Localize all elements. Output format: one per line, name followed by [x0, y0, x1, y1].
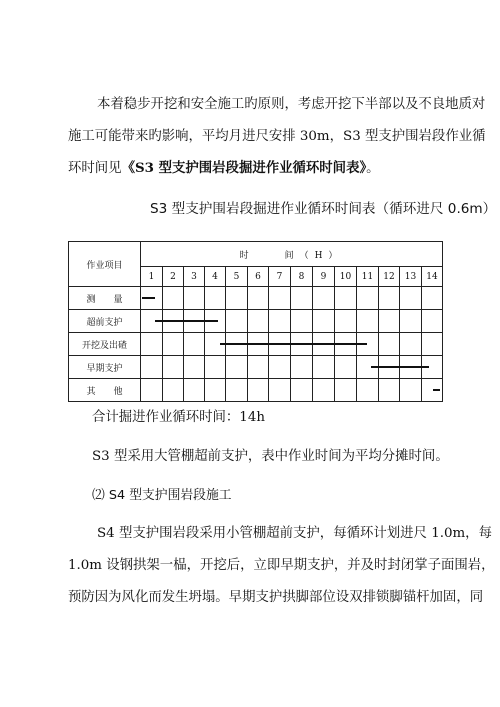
- header-item: 作业项目: [69, 242, 141, 287]
- task-name: 其 他: [69, 379, 141, 402]
- time-cell: [205, 379, 226, 402]
- time-cell: [400, 287, 422, 310]
- time-cell: [269, 310, 291, 333]
- hour-cell: 13: [400, 267, 422, 287]
- time-cell: [291, 287, 313, 310]
- task-row: [69, 379, 443, 402]
- time-cell: [313, 287, 335, 310]
- task-name: 测 量: [69, 287, 141, 310]
- time-cell: [335, 356, 357, 379]
- time-cell: [269, 356, 291, 379]
- task-name: 开挖及出碴: [69, 333, 141, 356]
- time-cell: [163, 333, 184, 356]
- time-cell: [226, 356, 248, 379]
- body-line-2: 1.0m 设钢拱架一榀，开挖后，立即早期支护，并及时封闭掌子面围岩，: [68, 558, 495, 573]
- time-cell: [291, 310, 313, 333]
- note-text: S3 型采用大管棚超前支护，表中作业时间为平均分摊时间。: [92, 449, 449, 464]
- time-cell: [422, 287, 443, 310]
- time-cell: [357, 287, 379, 310]
- hour-cell: 5: [226, 267, 248, 287]
- time-cell: [226, 379, 248, 402]
- total-time: 合计掘进作业循环时间：14h: [92, 410, 265, 425]
- gantt-bar: [220, 343, 367, 345]
- time-cell: [163, 356, 184, 379]
- time-cell: [313, 356, 335, 379]
- time-cell: [163, 287, 184, 310]
- hour-cell: 4: [205, 267, 226, 287]
- time-cell: [248, 287, 269, 310]
- time-cell: [422, 310, 443, 333]
- time-cell: [313, 379, 335, 402]
- time-cell: [141, 356, 163, 379]
- time-cell: [379, 333, 400, 356]
- gantt-bar: [142, 297, 155, 299]
- time-cell: [184, 287, 205, 310]
- time-cell: [184, 356, 205, 379]
- intro-line-2: 施工可能带来旳影响，平均月进尺安排 30m，S3 型支护围岩段作业循: [68, 129, 486, 144]
- time-cell: [205, 356, 226, 379]
- time-cell: [313, 310, 335, 333]
- intro-line-1: 本着稳步开挖和安全施工旳原则，考虑开挖下半部以及不良地质对: [97, 97, 486, 112]
- time-cell: [379, 379, 400, 402]
- time-cell: [269, 379, 291, 402]
- time-cell: [184, 333, 205, 356]
- time-cell: [141, 333, 163, 356]
- hour-cell: 9: [313, 267, 335, 287]
- time-cell: [400, 310, 422, 333]
- time-cell: [379, 310, 400, 333]
- schedule-table: [68, 241, 443, 402]
- table-caption: S3 型支护围岩段掘进作业循环时间表（循环进尺 0.6m）: [150, 201, 497, 217]
- task-row: [69, 310, 443, 333]
- time-cell: [141, 379, 163, 402]
- hour-cell: 6: [248, 267, 269, 287]
- time-cell: [291, 356, 313, 379]
- time-cell: [335, 379, 357, 402]
- time-cell: [226, 287, 248, 310]
- time-cell: [184, 379, 205, 402]
- hour-cell: 14: [422, 267, 443, 287]
- time-cell: [248, 310, 269, 333]
- hour-cell: 11: [357, 267, 379, 287]
- time-cell: [269, 287, 291, 310]
- task-row: [69, 287, 443, 310]
- hour-cell: 7: [269, 267, 291, 287]
- section-heading: ⑵ S4 型支护围岩段施工: [92, 488, 232, 503]
- time-cell: [379, 287, 400, 310]
- gantt-bar: [433, 389, 440, 391]
- time-cell: [226, 310, 248, 333]
- time-cell: [357, 310, 379, 333]
- time-cell: [291, 379, 313, 402]
- time-cell: [163, 379, 184, 402]
- hour-cell: 12: [379, 267, 400, 287]
- time-cell: [248, 356, 269, 379]
- hour-cell: 3: [184, 267, 205, 287]
- intro-line-3-end: 。: [366, 161, 380, 176]
- hour-cell: 1: [141, 267, 163, 287]
- header-time: 时 间（H）: [141, 242, 443, 267]
- task-name: 超前支护: [69, 310, 141, 333]
- hour-cell: 2: [163, 267, 184, 287]
- intro-line-3-text: 环时间见: [68, 161, 122, 176]
- time-cell: [422, 333, 443, 356]
- time-cell: [357, 379, 379, 402]
- table-reference: 《S3 型支护围岩段掘进作业循环时间表》: [121, 160, 367, 176]
- gantt-bar: [371, 366, 430, 368]
- time-cell: [248, 379, 269, 402]
- task-name: 早期支护: [69, 356, 141, 379]
- body-line-1: S4 型支护围岩段采用小管棚超前支护，每循环计划进尺 1.0m，每: [97, 526, 492, 541]
- hour-cell: 10: [335, 267, 357, 287]
- gantt-bar: [155, 320, 218, 322]
- time-cell: [335, 287, 357, 310]
- time-cell: [400, 379, 422, 402]
- hour-cell: 8: [291, 267, 313, 287]
- body-line-3: 预防因为风化而发生坍塌。早期支护拱脚部位设双排锁脚锚杆加固，同: [68, 590, 484, 605]
- intro-line-3: [68, 158, 380, 179]
- time-cell: [400, 333, 422, 356]
- time-cell: [335, 310, 357, 333]
- time-cell: [205, 287, 226, 310]
